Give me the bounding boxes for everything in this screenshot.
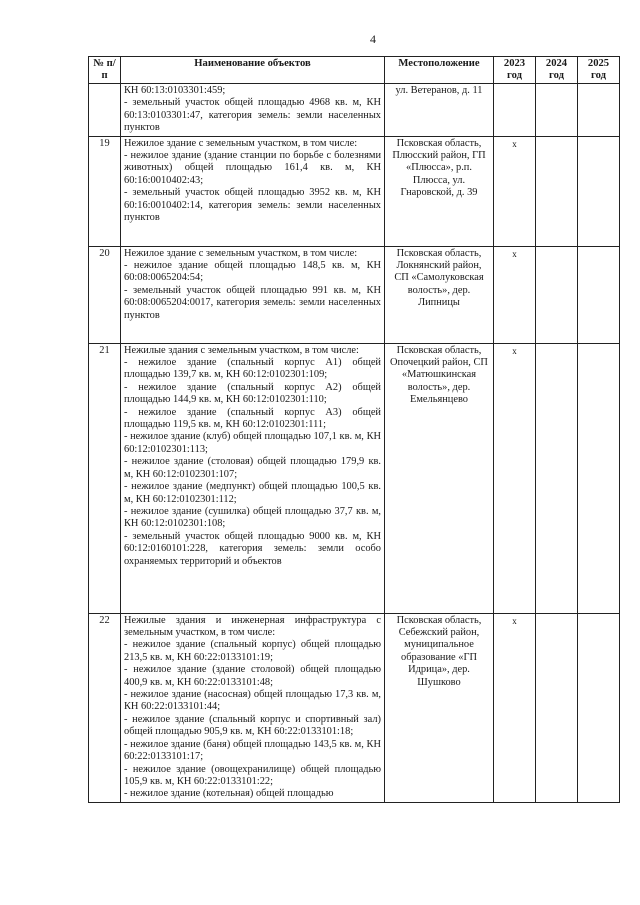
object-line: - нежилое здание (клуб) общей площадью 107,1 кв. м, КН 60:12:0102301:113;	[124, 431, 381, 455]
table-row	[89, 613, 620, 802]
object-line: - земельный участок общей площадью 9000 кв. м, КН 60:12:0160101:228, категория земель: земли особо охраняемых территорий и объектов	[124, 530, 381, 567]
object-location: ул. Ветеранов, д. 11	[385, 84, 494, 137]
object-line: - нежилое здание (овощехранилище) общей площадью 105,9 кв. м, КН 60:22:0133101:22;	[124, 763, 381, 787]
header-2025: 2025 год	[578, 57, 620, 84]
table-row	[89, 246, 620, 343]
row-number: 21	[89, 343, 121, 613]
mark-2024	[536, 84, 578, 137]
mark-2023: x	[494, 343, 536, 613]
object-line: - нежилое здание общей площадью 148,5 кв. м, КН 60:08:0065204:54;	[124, 260, 381, 284]
mark-2025	[578, 613, 620, 802]
object-line: Нежилые здания и инженерная инфраструктура с земельным участком, в том числе:	[124, 614, 381, 639]
table-header-row	[89, 57, 620, 84]
object-description	[121, 136, 385, 246]
header-name: Наименование объектов	[121, 57, 385, 84]
object-line: - нежилое здание (насосная) общей площадью 17,3 кв. м, КН 60:22:0133101:44;	[124, 689, 381, 713]
object-line: Нежилое здание с земельным участком, в том числе:	[124, 247, 358, 259]
mark-2023	[494, 84, 536, 137]
mark-2024	[536, 613, 578, 802]
mark-2025	[578, 136, 620, 246]
mark-2025	[578, 246, 620, 343]
object-line: КН 60:13:0103301:459;	[124, 85, 226, 96]
object-line: Нежилое здание с земельным участком, в том числе:	[124, 137, 358, 149]
object-description	[121, 613, 385, 802]
object-location: Псковская область, Опочецкий район, СП «Матюшкинская волость», дер. Емельянцево	[385, 343, 494, 613]
object-line: - нежилое здание (спальный корпус А1) общей площадью 139,7 кв. м, КН 60:12:0102301:109;	[124, 357, 381, 381]
mark-2023: x	[494, 136, 536, 246]
mark-2025	[578, 84, 620, 137]
table-row	[89, 84, 620, 137]
mark-2023: x	[494, 246, 536, 343]
header-num: № п/п	[89, 57, 121, 84]
object-line: - нежилое здание (котельная) общей площадью	[124, 788, 334, 800]
row-number: 19	[89, 136, 121, 246]
object-line: - земельный участок общей площадью 4968 кв. м, КН 60:13:0103301:47, категория земель: земли населенных пунктов	[124, 97, 381, 134]
table-row	[89, 343, 620, 613]
object-location: Псковская область, Плюсский район, ГП «Плюсса», р.п. Плюсса, ул. Гнаровской, д. 39	[385, 136, 494, 246]
object-line: - нежилое здание (столовая) общей площадью 179,9 кв. м, КН 60:12:0102301:107;	[124, 456, 381, 480]
object-line: - нежилое здание (медпункт) общей площадью 100,5 кв. м, КН 60:12:0102301:112;	[124, 481, 381, 505]
row-number	[89, 84, 121, 137]
mark-2024	[536, 343, 578, 613]
header-location: Местоположение	[385, 57, 494, 84]
object-description	[121, 343, 385, 613]
object-line: Нежилые здания с земельным участком, в том числе:	[124, 344, 359, 356]
object-line: - земельный участок общей площадью 3952 кв. м, КН 60:16:0010402:14, категория земель: земли населенных пунктов	[124, 187, 381, 224]
object-line: - нежилое здание (спальный корпус А3) общей площадью 119,5 кв. м, КН 60:12:0102301:111;	[124, 406, 381, 431]
row-number: 20	[89, 246, 121, 343]
mark-2024	[536, 136, 578, 246]
header-2023: 2023 год	[494, 57, 536, 84]
row-number: 22	[89, 613, 121, 802]
object-line: - нежилое здание (спальный корпус) общей площадью 213,5 кв. м, КН 60:22:0133101:19;	[124, 639, 381, 663]
object-line: - нежилое здание (здание столовой) общей площадью 400,9 кв. м, КН 60:22:0133101:48;	[124, 664, 381, 688]
object-location: Псковская область, Локнянский район, СП «Самолуковская волость», дер. Липницы	[385, 246, 494, 343]
page-number: 4	[370, 32, 376, 46]
object-line: - нежилое здание (спальный корпус и спортивный зал) общей площадью 905,9 кв. м, КН 60:22:0133101:18;	[124, 713, 381, 738]
object-line: - нежилое здание (баня) общей площадью 143,5 кв. м, КН 60:22:0133101:17;	[124, 738, 381, 763]
objects-table	[88, 56, 620, 803]
object-description	[121, 246, 385, 343]
header-2024: 2024 год	[536, 57, 578, 84]
object-description	[121, 84, 385, 137]
object-line: - нежилое здание (здание станции по борьбе с болезнями животных) общей площадью 161,4 кв. м, КН 60:16:0010402:43;	[124, 150, 381, 186]
object-line: - нежилое здание (спальный корпус А2) общей площадью 144,9 кв. м, КН 60:12:0102301:110;	[124, 381, 381, 406]
mark-2025	[578, 343, 620, 613]
table-row	[89, 136, 620, 246]
mark-2023: x	[494, 613, 536, 802]
object-location: Псковская область, Себежский район, муниципальное образование «ГП Идрица», дер. Шушково	[385, 613, 494, 802]
object-line: - земельный участок общей площадью 991 кв. м, КН 60:08:0065204:0017, категория земель: земли населенных пунктов	[124, 284, 381, 321]
mark-2024	[536, 246, 578, 343]
object-line: - нежилое здание (сушилка) общей площадью 37,7 кв. м, КН 60:12:0102301:108;	[124, 505, 381, 530]
